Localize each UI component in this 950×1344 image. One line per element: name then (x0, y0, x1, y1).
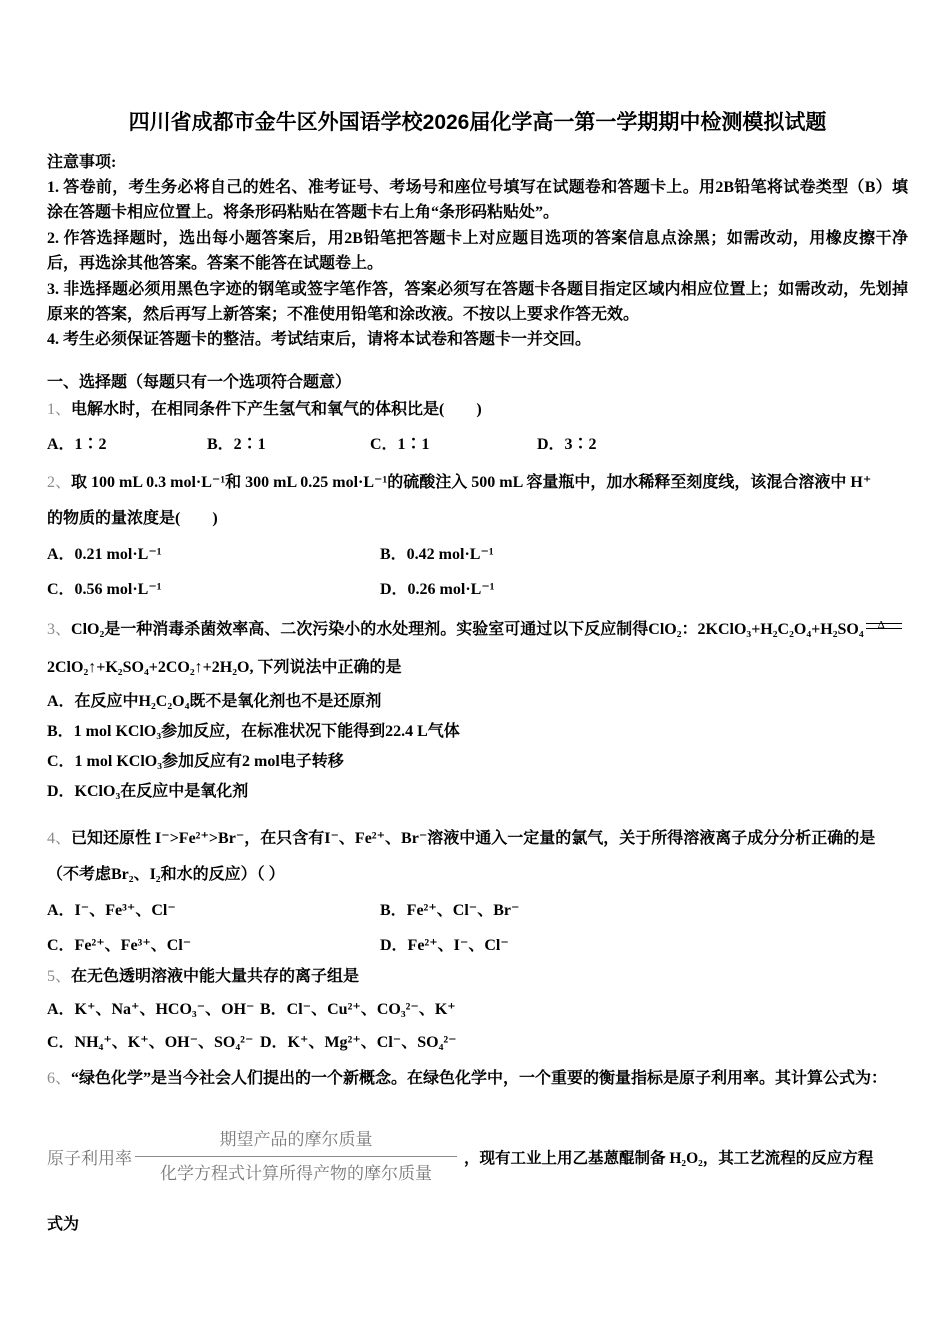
question-2-option-b: B．0.42 mol·L⁻¹ (380, 545, 494, 563)
question-6-stem (47, 1067, 908, 1091)
question-2-option-d: D．0.26 mol·L⁻¹ (380, 580, 495, 598)
question-1-option-c: C．1∶1 (370, 435, 430, 453)
question-4-option-c: C．Fe²⁺、Fe³⁺、Cl⁻ (47, 936, 192, 954)
question-2-number: 2、 (47, 473, 72, 491)
question-2-stem-line2: 的物质的量浓度是( ) (47, 509, 218, 527)
notice-section (47, 150, 908, 353)
fraction-numerator: 期望产品的摩尔质量 (219, 1129, 373, 1149)
question-3-stem-text: ClO₂是一种消毒杀菌效率高、二次污染小的水处理剂。实验室可通过以下反应制得ClO₂：2KClO₃+H₂C₂O₄+H₂SO₄ (71, 620, 864, 638)
question-4-number: 4、 (47, 829, 72, 847)
notice-item-2: 2. 作答选择题时，选出每小题答案后，用2B铅笔把答题卡上对应题目选项的答案信息点涂黑；如需改动，用橡皮擦干净后，再选涂其他答案。答案不能答在试题卷上。 (47, 229, 908, 273)
question-3-stem (47, 611, 908, 687)
question-5-option-a: A．K⁺、Na⁺、HCO₃⁻、OH⁻ (47, 1000, 255, 1018)
question-1-stem-text: 电解水时，在相同条件下产生氢气和氧气的体积比是( ) (71, 400, 482, 418)
formula-following-text: ，现有工业上用乙基蒽醌制备 H₂O₂，其工艺流程的反应方程 (464, 1149, 874, 1167)
question-1-option-a: A．1∶2 (47, 435, 107, 453)
question-3-stem-line2: 2ClO₂↑+K₂SO₄+2CO₂↑+2H₂O, 下列说法中正确的是 (47, 658, 402, 676)
question-5-options (47, 993, 908, 1059)
question-5-number: 5、 (47, 967, 72, 985)
notice-heading: 注意事项: (47, 154, 117, 171)
question-6 (47, 1067, 908, 1237)
notice-item-4: 4. 考生必须保证答题卡的整洁。考试结束后，请将本试卷和答题卡一并交回。 (47, 331, 592, 349)
question-5-option-b: B．Cl⁻、Cu²⁺、CO₃²⁻、K⁺ (260, 1000, 456, 1018)
question-4-stem (47, 821, 908, 893)
question-1-option-b: B．2∶1 (207, 435, 266, 453)
question-2-stem-line1: 取 100 mL 0.3 mol·L⁻¹和 300 mL 0.25 mol·L⁻¹的硫酸注入 500 mL 容量瓶中，加水稀释至刻度线，该混合溶液中 H⁺ (71, 473, 872, 491)
question-4-option-b: B．Fe²⁺、Cl⁻、Br⁻ (380, 901, 520, 919)
double-equals-bar (866, 623, 902, 629)
formula-label: 原子利用率 (47, 1149, 132, 1169)
question-1-options (47, 433, 908, 457)
formula-fraction (135, 1129, 457, 1185)
question-3 (47, 611, 908, 807)
question-2-options (47, 537, 908, 607)
question-6-tail: 式为 (47, 1215, 80, 1233)
question-2-stem (47, 465, 908, 537)
question-3-option-c: C．1 mol KClO₃参加反应有2 mol电子转移 (47, 752, 344, 770)
question-5-option-c: C．NH₄⁺、K⁺、OH⁻、SO₄²⁻ (47, 1033, 254, 1051)
question-2 (47, 465, 908, 607)
question-4-option-a: A．I⁻、Fe³⁺、Cl⁻ (47, 901, 176, 919)
question-3-option-b: B．1 mol KClO₃参加反应，在标准状况下能得到22.4 L气体 (47, 722, 460, 740)
question-5 (47, 965, 908, 1059)
question-5-stem-text: 在无色透明溶液中能大量共存的离子组是 (71, 967, 360, 985)
section-title: 一、选择题（每题只有一个选项符合题意） (47, 373, 352, 391)
question-2-option-a: A．0.21 mol·L⁻¹ (47, 545, 162, 563)
question-4-stem-line1: 已知还原性 I⁻>Fe²⁺>Br⁻，在只含有I⁻、Fe²⁺、Br⁻溶液中通入一定量的氯气，关于所得溶液离子成分分析正确的是 (71, 829, 876, 847)
question-4-option-d: D．Fe²⁺、I⁻、Cl⁻ (380, 936, 509, 954)
question-5-option-d: D．K⁺、Mg²⁺、Cl⁻、SO₄²⁻ (260, 1033, 457, 1051)
notice-item-1: 1. 答卷前，考生务必将自己的姓名、准考证号、考场号和座位号填写在试题卷和答题卡上。用2B铅笔将试卷类型（B）填涂在答题卡相应位置上。将条形码粘贴在答题卡右上角“条形码粘贴处”。 (47, 179, 908, 222)
page-title: 四川省成都市金牛区外国语学校2026届化学高一第一学期期中检测模拟试题 (128, 111, 827, 134)
question-1-stem (47, 398, 908, 422)
question-6-number: 6、 (47, 1069, 72, 1087)
notice-item-3: 3. 非选择题必须用黑色字迹的钢笔或签字笔作答，答案必须写在答题卡各题目指定区域内相应位置上；如需改动，先划掉原来的答案，然后再写上新答案；不准使用铅笔和涂改液。不按以上要求作答无效。 (47, 280, 908, 324)
question-1-number: 1、 (47, 400, 72, 418)
question-6-stem-text: “绿色化学”是当今社会人们提出的一个新概念。在绿色化学中，一个重要的衡量指标是原子利用率。其计算公式为： (71, 1069, 888, 1087)
question-3-option-a: A．在反应中H₂C₂O₄既不是氧化剂也不是还原剂 (47, 692, 382, 710)
delta-heating-condition (866, 618, 902, 634)
question-3-option-d: D．KClO₃在反应中是氧化剂 (47, 782, 249, 800)
question-4 (47, 821, 908, 963)
question-5-stem (47, 965, 908, 989)
question-4-options (47, 893, 908, 963)
question-2-option-c: C．0.56 mol·L⁻¹ (47, 580, 162, 598)
delta-symbol: Δ (877, 618, 885, 631)
question-4-stem-line2: （不考虑Br₂、I₂和水的反应）（ ） (47, 865, 285, 883)
question-1-option-d: D．3∶2 (537, 435, 597, 453)
atom-utilization-formula (47, 1129, 908, 1185)
fraction-denominator: 化学方程式计算所得产物的摩尔质量 (135, 1156, 457, 1185)
question-1 (47, 398, 908, 457)
question-3-number: 3、 (47, 620, 72, 638)
